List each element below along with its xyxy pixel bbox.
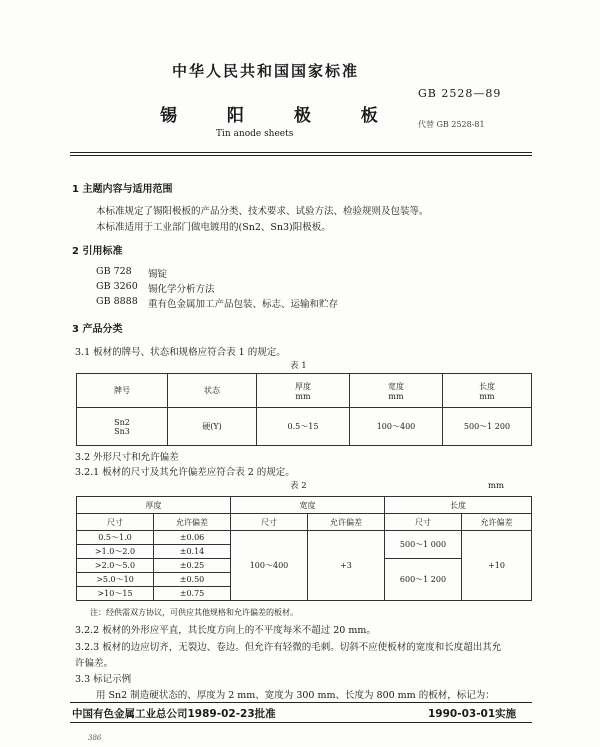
t2-thick-size: >2.0～5.0: [77, 559, 154, 573]
page-number: 386: [88, 734, 102, 742]
implementation-date: 1990-03-01实施: [428, 708, 517, 720]
table-1: [76, 373, 532, 446]
standard-number: GB 2528—89: [418, 87, 502, 100]
t1-width: 100～400: [350, 408, 443, 446]
header-rule-2: [70, 155, 532, 156]
t1-width-label: 宽度: [388, 381, 404, 391]
t1-header-state: 状态: [168, 374, 257, 408]
ref-name: 锡化学分析方法: [148, 284, 215, 295]
t1-thickness-label: 厚度: [295, 381, 311, 391]
clause-3-3: 3.3 标记示例: [75, 674, 132, 685]
section-1-p1: 本标准规定了锡阳极板的产品分类、技术要求、试验方法、检验规则及包装等。: [96, 206, 429, 217]
section-3-heading: 3 产品分类: [72, 324, 123, 335]
clause-3-2-2: 3.2.2 板材的外形应平直，其长度方向上的不平度每米不超过 20 mm。: [75, 625, 376, 636]
t2-sub-tolerance: 允许偏差: [462, 514, 532, 531]
document-title: 锡 阳 极 板: [160, 106, 378, 126]
ref-name: 重有色金属加工产品包装、标志、运输和贮存: [148, 299, 339, 310]
t1-header-thickness: [257, 374, 350, 408]
t2-thick-size: >5.0～10: [77, 573, 154, 587]
ref-name: 锡锭: [148, 269, 168, 280]
t2-length-size: 600～1 200: [385, 559, 462, 601]
approval-line: 中国有色金属工业总公司1989-02-23批准: [72, 708, 276, 720]
t2-thick-tol: ±0.50: [154, 573, 231, 587]
ref-code: GB 3260: [96, 281, 138, 292]
t2-sub-size: 尺寸: [385, 514, 462, 531]
t1-header-grade: 牌号: [77, 374, 168, 408]
t1-header-length: [443, 374, 532, 408]
replaces-standard: 代替 GB 2528-81: [418, 120, 485, 129]
t1-unit: mm: [479, 391, 495, 401]
ref-code: GB 8888: [96, 296, 138, 307]
footer-rule-2: [70, 722, 532, 723]
t2-width-size: 100～400: [231, 531, 308, 601]
clause-3-2-1: 3.2.1 板材的尺寸及其允许偏差应符合表 2 的规定。: [75, 467, 295, 478]
t2-length-tol: +10: [462, 531, 532, 601]
document-title-en: Tin anode sheets: [216, 129, 294, 139]
clause-3-2-3-cont: 许偏差。: [75, 658, 114, 669]
t1-unit: mm: [388, 391, 404, 401]
t2-header-thickness: 厚度: [77, 497, 231, 514]
section-1-heading: 1 主题内容与适用范围: [72, 184, 173, 195]
clause-3-1: 3.1 板材的牌号、状态和规格应符合表 1 的规定。: [75, 347, 286, 358]
header-rule: [70, 152, 532, 153]
t2-sub-size: 尺寸: [77, 514, 154, 531]
ref-code: GB 728: [96, 266, 132, 277]
t2-thick-tol: ±0.75: [154, 587, 231, 601]
national-standard-heading: 中华人民共和国国家标准: [172, 62, 360, 80]
t2-sub-size: 尺寸: [231, 514, 308, 531]
t1-thickness: 0.5～15: [257, 408, 350, 446]
section-1-p2: 本标准适用于工业部门做电镀用的(Sn2、Sn3)阳极板。: [96, 222, 331, 233]
t2-header-length: 长度: [385, 497, 532, 514]
t1-grade: Sn3: [114, 426, 130, 436]
footer-rule: [70, 702, 532, 703]
t1-grades: [77, 408, 168, 446]
section-2-heading: 2 引用标准: [72, 246, 123, 257]
t1-length-label: 长度: [479, 381, 495, 391]
t2-thick-tol: ±0.06: [154, 531, 231, 545]
t2-width-tol: +3: [308, 531, 385, 601]
table-2-caption: 表 2: [290, 481, 307, 491]
clause-3-2: 3.2 外形尺寸和允许偏差: [75, 452, 179, 463]
table-2-unit: mm: [488, 481, 505, 491]
t2-sub-tolerance: 允许偏差: [154, 514, 231, 531]
t2-sub-tolerance: 允许偏差: [308, 514, 385, 531]
t2-header-width: 宽度: [231, 497, 385, 514]
t2-thick-size: 0.5～1.0: [77, 531, 154, 545]
table-2: [76, 496, 532, 601]
t2-thick-tol: ±0.25: [154, 559, 231, 573]
t1-length: 500～1 200: [443, 408, 532, 446]
clause-3-2-3: 3.2.3 板材的边应切齐，无裂边、卷边。但允许有轻微的毛刺。切斜不应使板材的宽度和长度超出其允: [75, 642, 502, 653]
table-1-caption: 表 1: [290, 361, 307, 371]
t2-length-size: 500～1 000: [385, 531, 462, 559]
t1-state: 硬(Y): [168, 408, 257, 446]
t2-thick-size: >10～15: [77, 587, 154, 601]
t1-unit: mm: [295, 391, 311, 401]
clause-3-3-text: 用 Sn2 制造硬状态的、厚度为 2 mm、宽度为 300 mm、长度为 800 mm 的板材，标记为：: [96, 690, 495, 701]
table-2-note: 注：经供需双方协议，可供应其他规格和允许偏差的板材。: [90, 608, 298, 617]
t2-thick-tol: ±0.14: [154, 545, 231, 559]
t2-thick-size: >1.0～2.0: [77, 545, 154, 559]
t1-grade: Sn2: [114, 417, 130, 427]
t1-header-width: [350, 374, 443, 408]
